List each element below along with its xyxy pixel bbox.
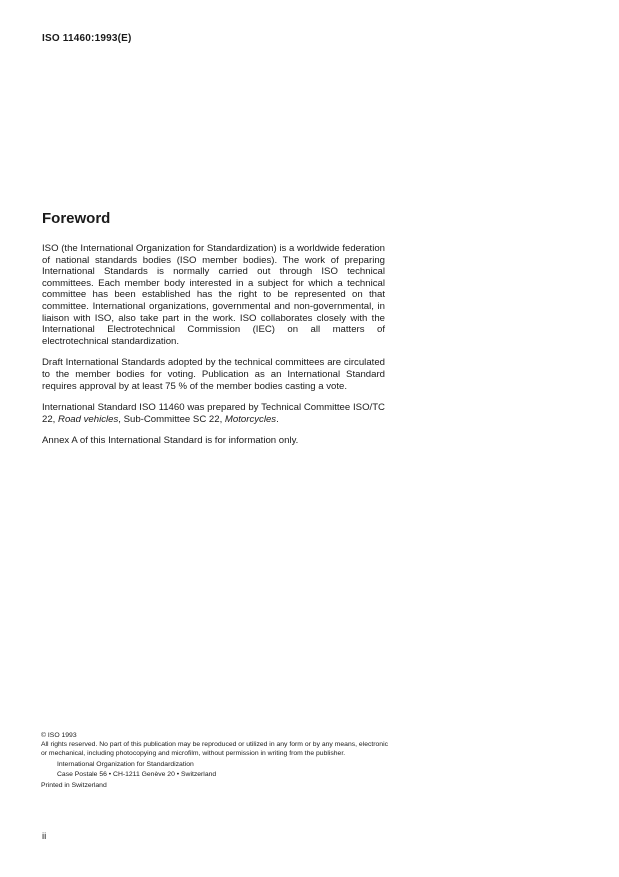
copyright-line: © ISO 1993 — [41, 732, 77, 739]
paragraph-3-suffix: . — [276, 413, 279, 425]
organization-address: Case Postale 56 • CH-1211 Genève 20 • Switzerland — [57, 770, 217, 778]
paragraph-3-prefix: International Standard ISO 11460 was prepared by Technical Committee ISO/TC 22, — [42, 402, 385, 425]
document-code: ISO 11460:1993(E) — [42, 33, 132, 44]
copyright-block — [41, 731, 388, 790]
foreword-paragraph-3 — [42, 402, 385, 425]
paragraph-3-middle: , Sub-Committee SC 22, — [118, 413, 225, 425]
foreword-paragraph-2: Draft International Standards adopted by the technical committees are circulated to the member bodies for voting. Publication as an International Standard requires approval by at least 75 % of the member bodies casting a vote. — [42, 357, 385, 392]
organization-name: International Organization for Standardization — [57, 760, 194, 768]
foreword-paragraph-4: Annex A of this International Standard is for information only. — [42, 435, 299, 447]
page-number: ii — [42, 831, 47, 842]
road-vehicles-title: Road vehicles — [58, 413, 119, 425]
foreword-title: Foreword — [42, 210, 111, 227]
foreword-paragraph-1: ISO (the International Organization for Standardization) is a worldwide federation of national standards bodies (ISO member bodies). The work of preparing International Standards is normally carried out through ISO technical committees. Each member body interested in a subject for which a technical committee has been established has the right to be represented on that committee. International organizations, governmental and non-governmental, in liaison with ISO, also take part in the work. ISO collaborates closely with the International Electrotechnical Commission (IEC) on all matters of electrotechnical standardization. — [42, 243, 385, 347]
foreword-body — [42, 243, 385, 447]
printed-in: Printed in Switzerland — [41, 782, 107, 790]
motorcycles-title: Motorcycles — [224, 413, 277, 425]
rights-notice: All rights reserved. No part of this publication may be reproduced or utilized in any form or by any means, electronic or mechanical, including photocopying and microfilm, without permission in writing from the publisher. — [41, 741, 388, 758]
